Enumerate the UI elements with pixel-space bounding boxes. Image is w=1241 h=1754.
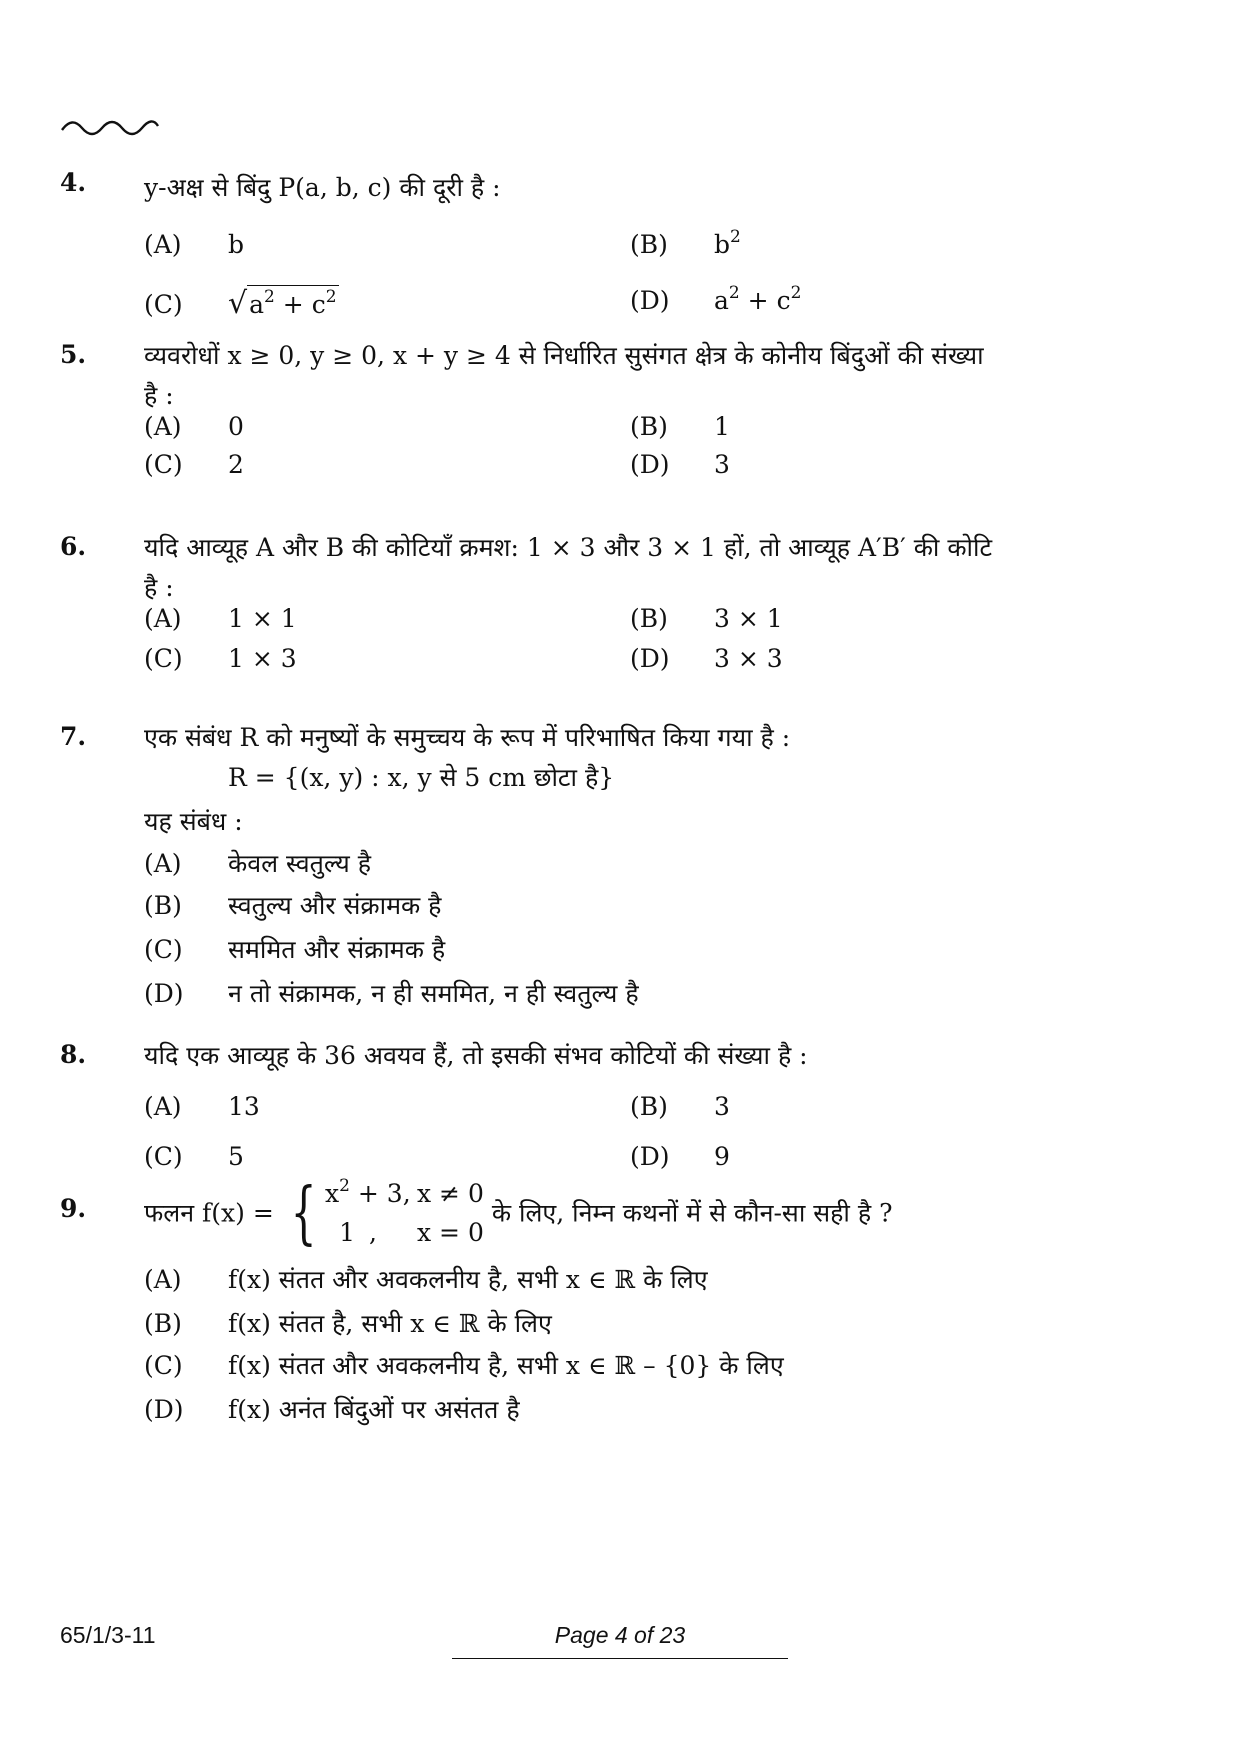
question-7: [60, 722, 1160, 1012]
squiggle-icon: [60, 112, 160, 142]
option-c: (C) 2: [144, 450, 244, 479]
option-a: (A) 1 × 1: [144, 604, 297, 633]
option-label: (A): [144, 230, 182, 259]
piecewise-function: { $x^2 + 3$, x ≠ 0 1 , x = 0: [290, 1173, 484, 1253]
option-value: b: [714, 230, 731, 259]
question-8: [60, 1040, 1160, 1180]
option-d: (D) $a^2 + c^2$: [630, 283, 802, 315]
option-d: (D) न तो संक्रामक, न ही सममित, न ही स्वतुल्य है: [144, 979, 639, 1008]
option-b: (B) 3: [630, 1092, 730, 1121]
relation-definition: R = {(x, y) : x, y से 5 cm छोटा है}: [228, 763, 615, 792]
question-text: एक संबंध R को मनुष्यों के समुच्चय के रूप में परिभाषित किया गया है :: [144, 723, 791, 752]
option-d: (D) f(x) अनंत बिंदुओं पर असंतत है: [144, 1395, 520, 1424]
option-label: (C): [144, 290, 183, 319]
option-b: (B) f(x) संतत है, सभी x ∈ ℝ के लिए: [144, 1309, 552, 1338]
question-9: [60, 1173, 1160, 1426]
option-c: (C) f(x) संतत और अवकलनीय है, सभी x ∈ ℝ – {0} के लिए: [144, 1351, 784, 1380]
option-a: (A) केवल स्वतुल्य है: [144, 849, 372, 878]
question-number: 5.: [60, 340, 87, 369]
option-a: [144, 230, 244, 259]
question-text: व्यवरोधों x ≥ 0, y ≥ 0, x + y ≥ 4 से निर्धारित सुसंगत क्षेत्र के कोनीय बिंदुओं की संख्या है :: [144, 341, 984, 410]
option-b: (B) 3 × 1: [630, 604, 783, 633]
option-label: (D): [630, 286, 670, 315]
option-b: (B) 1: [630, 412, 730, 441]
option-c: (C) 1 × 3: [144, 644, 297, 673]
option-value: b: [228, 230, 245, 259]
option-a: (A) 13: [144, 1092, 260, 1121]
question-text: फलन f(x) = { $x^2 + 3$, x ≠ 0 1 , x = 0 के लिए, निम्न कथनों में से कौन-सा सही है ?: [144, 1173, 893, 1253]
question-number: 4.: [60, 168, 87, 197]
question-text: y-अक्ष से बिंदु P(a, b, c) की दूरी है :: [144, 173, 501, 202]
question-number: 7.: [60, 722, 87, 751]
option-d: (D) 3: [630, 450, 730, 479]
option-b: [630, 227, 741, 259]
option-a: (A) 0: [144, 412, 244, 441]
square-root: $√a^2 + c^2$: [228, 286, 337, 321]
option-label: (B): [630, 230, 668, 259]
question-number: 8.: [60, 1040, 87, 1069]
paper-code: 65/1/3-11: [60, 1622, 156, 1648]
option-c: (C) सममित और संक्रामक है: [144, 935, 446, 964]
question-number: 9.: [60, 1194, 87, 1223]
option-a: (A) f(x) संतत और अवकलनीय है, सभी x ∈ ℝ के लिए: [144, 1265, 708, 1294]
page-number: Page 4 of 23: [554, 1622, 686, 1648]
question-6: [60, 532, 1160, 682]
option-superscript: 2: [730, 227, 741, 247]
option-d: (D) 3 × 3: [630, 644, 783, 673]
footer-divider: [452, 1658, 788, 1659]
option-d: (D) 9: [630, 1142, 730, 1171]
option-c: (C) 5: [144, 1142, 244, 1171]
question-number: 6.: [60, 532, 87, 561]
option-b: (B) स्वतुल्य और संक्रामक है: [144, 891, 442, 920]
option-c: [144, 286, 339, 321]
question-text: यदि आव्यूह A और B की कोटियाँ क्रमश: 1 × 3 और 3 × 1 हों, तो आव्यूह A′B′ की कोटि है :: [144, 533, 993, 602]
question-subtext: यह संबंध :: [144, 807, 243, 836]
question-4: [60, 168, 1160, 321]
question-5: [60, 340, 1160, 490]
question-text: यदि एक आव्यूह के 36 अवयव हैं, तो इसकी संभव कोटियों की संख्या है :: [144, 1041, 808, 1070]
